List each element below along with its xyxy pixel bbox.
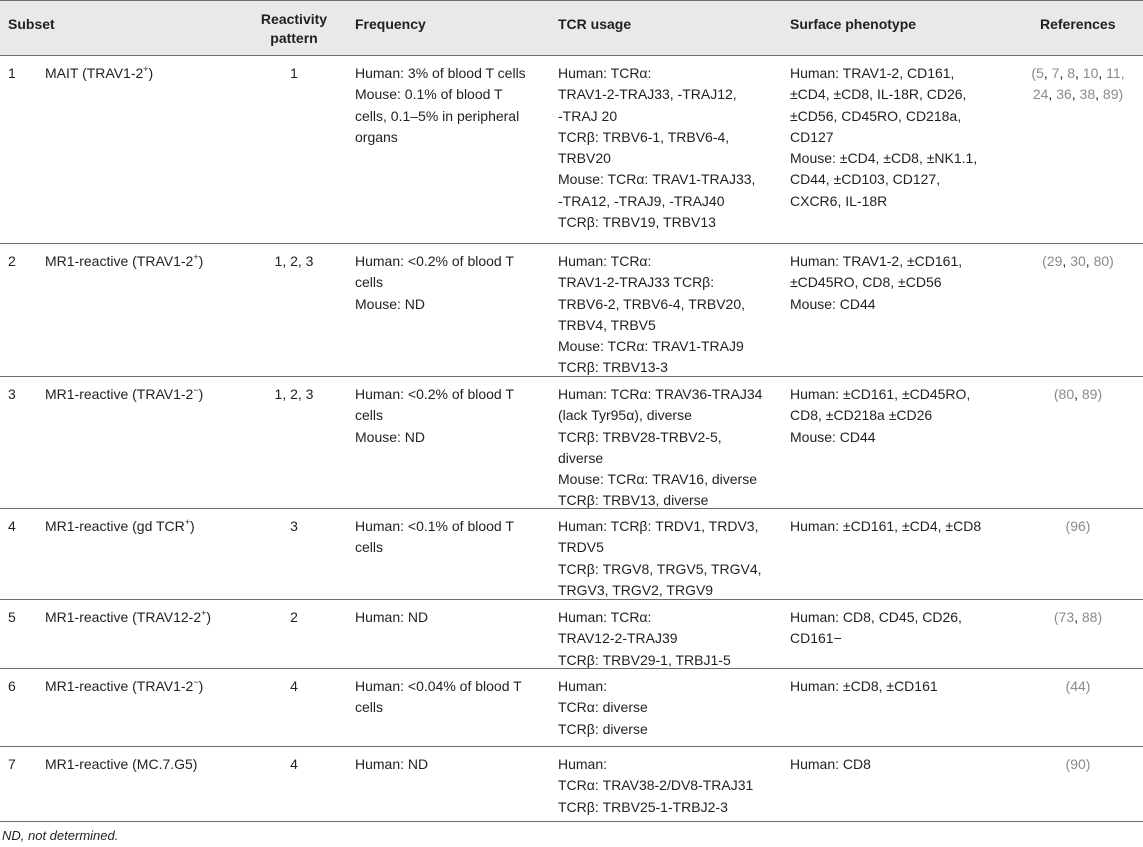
reactivity-pattern: 1, 2, 3 bbox=[274, 253, 314, 269]
references-line bbox=[1018, 676, 1138, 697]
tcr-usage-line: Human: TCRα: bbox=[558, 253, 652, 269]
frequency-line: cells bbox=[355, 699, 384, 716]
reference-link[interactable]: 10 bbox=[1082, 65, 1099, 81]
paren-close: ) bbox=[1118, 86, 1124, 103]
tcr-usage-line: TRDV5 bbox=[558, 539, 604, 556]
reference-link[interactable]: 38 bbox=[1079, 86, 1096, 103]
frequency-line: Human: <0.2% of blood T bbox=[355, 253, 514, 269]
reference-link[interactable]: 80 bbox=[1058, 386, 1075, 402]
surface-phenotype-cell bbox=[790, 676, 938, 697]
tcr-usage-line: TCRβ: TRBV6-1, TRBV6-4, bbox=[558, 128, 730, 145]
subset-name bbox=[45, 676, 203, 697]
surface-phenotype-line: ±CD45RO, CD8, ±CD56 bbox=[790, 274, 942, 291]
surface-phenotype-line: Human: ±CD8, ±CD161 bbox=[790, 678, 938, 694]
frequency-line: Human: ND bbox=[355, 756, 429, 772]
tcr-usage-line: TCRβ: diverse bbox=[558, 720, 648, 737]
frequency-line: Human: ND bbox=[355, 609, 429, 625]
paren-open: ( bbox=[1031, 65, 1037, 81]
tcr-usage-line: TCRβ: TRBV13-3 bbox=[558, 359, 668, 376]
references-line bbox=[1018, 63, 1138, 84]
frequency-cell bbox=[355, 516, 514, 559]
reference-link[interactable]: 8 bbox=[1067, 65, 1076, 81]
frequency-line: organs bbox=[355, 128, 398, 145]
surface-phenotype-line: Human: CD8, CD45, CD26, bbox=[790, 609, 962, 625]
reactivity-pattern: 3 bbox=[290, 518, 298, 534]
tcr-usage-line: TCRβ: TRBV28-TRBV2-5, bbox=[558, 428, 722, 445]
reference-link[interactable]: 96 bbox=[1070, 518, 1086, 534]
tcr-usage-line: Human: TCRβ: TRDV1, TRDV3, bbox=[558, 518, 759, 534]
reactivity-pattern: 1, 2, 3 bbox=[274, 386, 314, 402]
references-cell bbox=[1018, 676, 1138, 697]
paren-open: ( bbox=[1042, 253, 1047, 269]
references-line bbox=[1018, 607, 1138, 628]
surface-phenotype-line: Human: ±CD161, ±CD45RO, bbox=[790, 386, 971, 402]
header-subset: Subset bbox=[8, 16, 55, 32]
surface-phenotype-cell bbox=[790, 754, 871, 775]
tcr-usage-line: TRBV4, TRBV5 bbox=[558, 316, 656, 333]
tcr-usage-line: diverse bbox=[558, 449, 604, 466]
separator: , bbox=[1085, 253, 1094, 269]
surface-phenotype-line: CD127 bbox=[790, 128, 834, 145]
subset-tail: ) bbox=[198, 386, 204, 402]
references-line bbox=[1018, 251, 1138, 272]
subset-name bbox=[45, 607, 211, 628]
references-line bbox=[1018, 516, 1138, 537]
reference-link[interactable]: 89 bbox=[1081, 386, 1098, 402]
header-reactivity-line2: pattern bbox=[270, 30, 318, 46]
frequency-line: Human: <0.1% of blood T bbox=[355, 518, 514, 534]
tcr-usage-line: TCRβ: TRBV13, diverse bbox=[558, 492, 709, 509]
tcr-usage-line: Human: bbox=[558, 756, 608, 772]
separator: , bbox=[1048, 86, 1057, 103]
frequency-line: cells bbox=[355, 274, 384, 291]
frequency-line: Mouse: 0.1% of blood T bbox=[355, 86, 503, 103]
references-cell bbox=[1018, 754, 1138, 775]
reference-link[interactable]: 90 bbox=[1070, 756, 1086, 772]
tcr-usage-line: TCRα: diverse bbox=[558, 699, 648, 716]
paren-open: ( bbox=[1053, 386, 1059, 402]
surface-phenotype-cell bbox=[790, 63, 977, 212]
paren-open: ( bbox=[1065, 756, 1071, 772]
references-cell bbox=[1018, 251, 1138, 272]
header-reactivity bbox=[255, 10, 333, 48]
subset-text: MR1-reactive (TRAV1-2 bbox=[45, 678, 194, 694]
frequency-line: cells, 0.1–5% in peripheral bbox=[355, 107, 520, 124]
surface-phenotype-line: Human: TRAV1-2, CD161, bbox=[790, 65, 955, 81]
tcr-usage-line: TCRβ: TRBV25-1-TRBJ2-3 bbox=[558, 798, 728, 815]
row-number: 6 bbox=[8, 678, 16, 694]
surface-phenotype-cell bbox=[790, 516, 981, 537]
table-row bbox=[0, 747, 1143, 822]
reference-link[interactable]: 30 bbox=[1070, 253, 1086, 269]
subset-text: MR1-reactive (MC.7.G5) bbox=[45, 756, 198, 772]
subset-text: MR1-reactive (TRAV12-2 bbox=[45, 609, 202, 625]
subset-superscript: + bbox=[184, 517, 191, 527]
paren-close: ) bbox=[1097, 609, 1103, 625]
reference-link[interactable]: 7 bbox=[1051, 65, 1060, 81]
table-row bbox=[0, 509, 1143, 600]
subset-name bbox=[45, 754, 197, 775]
separator: , bbox=[1071, 86, 1080, 103]
paren-close: ) bbox=[1085, 756, 1091, 772]
references-cell bbox=[1018, 607, 1138, 628]
header-references: References bbox=[1040, 16, 1116, 32]
surface-phenotype-cell bbox=[790, 384, 970, 448]
tcr-usage-line: TRBV20 bbox=[558, 150, 611, 167]
frequency-line: Mouse: ND bbox=[355, 295, 426, 312]
frequency-cell bbox=[355, 251, 514, 315]
table-row bbox=[0, 56, 1143, 244]
tcr-usage-line: Human: bbox=[558, 678, 608, 694]
subset-name bbox=[45, 251, 203, 272]
paren-close: ) bbox=[1085, 678, 1091, 694]
subset-text: MR1-reactive (gd TCR bbox=[45, 518, 185, 534]
header-frequency: Frequency bbox=[355, 16, 426, 32]
surface-phenotype-line: Mouse: CD44 bbox=[790, 295, 876, 312]
surface-phenotype-line: Mouse: ±CD4, ±CD8, ±NK1.1, bbox=[790, 150, 978, 167]
subset-name bbox=[45, 63, 153, 84]
tcr-usage-cell bbox=[558, 384, 762, 512]
subset-tail: ) bbox=[198, 678, 204, 694]
tcr-usage-cell bbox=[558, 607, 731, 671]
table-row bbox=[0, 600, 1143, 669]
header-surface-phenotype: Surface phenotype bbox=[790, 16, 917, 32]
reference-link[interactable]: 73 bbox=[1058, 609, 1075, 625]
table-row bbox=[0, 377, 1143, 509]
references-cell bbox=[1018, 384, 1138, 405]
subset-tail: ) bbox=[198, 253, 204, 269]
reference-link[interactable]: 44 bbox=[1070, 678, 1086, 694]
frequency-cell bbox=[355, 754, 428, 775]
subset-name bbox=[45, 516, 195, 537]
surface-phenotype-line: Human: CD8 bbox=[790, 756, 871, 772]
reference-link[interactable]: 88 bbox=[1081, 609, 1098, 625]
frequency-cell bbox=[355, 607, 428, 628]
footnote: ND, not determined. bbox=[2, 828, 119, 843]
frequency-line: cells bbox=[355, 539, 384, 556]
frequency-cell bbox=[355, 676, 522, 719]
tcr-usage-line: TRBV6-2, TRBV6-4, TRBV20, bbox=[558, 295, 745, 312]
surface-phenotype-line: CD44, ±CD103, CD127, bbox=[790, 171, 941, 188]
separator: , bbox=[1062, 253, 1071, 269]
tcr-usage-line: Human: TCRα: bbox=[558, 609, 652, 625]
tcr-usage-line: TCRβ: TRGV8, TRGV5, TRGV4, bbox=[558, 560, 762, 577]
tcr-usage-line: Mouse: TCRα: TRAV1-TRAJ33, bbox=[558, 171, 756, 188]
table-row bbox=[0, 244, 1143, 377]
tcr-usage-line: Human: TCRα: TRAV36-TRAJ34 bbox=[558, 386, 763, 402]
paren-open: ( bbox=[1053, 609, 1059, 625]
row-number: 5 bbox=[8, 609, 16, 625]
separator: , bbox=[1074, 386, 1082, 402]
surface-phenotype-line: ±CD4, ±CD8, IL-18R, CD26, bbox=[790, 86, 967, 103]
references-cell bbox=[1018, 516, 1138, 537]
surface-phenotype-cell bbox=[790, 251, 962, 315]
separator: , bbox=[1075, 65, 1083, 81]
tcr-usage-line: TCRβ: TRBV29-1, TRBJ1-5 bbox=[558, 651, 731, 668]
paren-close: ) bbox=[1109, 253, 1114, 269]
paren-close: ) bbox=[1097, 386, 1103, 402]
subset-superscript: + bbox=[143, 64, 149, 74]
reference-link[interactable]: 89 bbox=[1102, 86, 1119, 103]
reactivity-pattern: 1 bbox=[290, 65, 298, 81]
separator: , bbox=[1098, 65, 1107, 81]
tcr-usage-line: TCRβ: TRBV19, TRBV13 bbox=[558, 214, 716, 231]
tcr-usage-line: TRAV1-2-TRAJ33 TCRβ: bbox=[558, 274, 715, 291]
frequency-line: Human: 3% of blood T cells bbox=[355, 65, 526, 81]
reactivity-pattern: 4 bbox=[290, 678, 298, 694]
tcr-usage-line: TCRα: TRAV38-2/DV8-TRAJ31 bbox=[558, 777, 754, 794]
tcr-usage-line: -TRA12, -TRAJ9, -TRAJ40 bbox=[558, 192, 725, 209]
tcr-usage-cell bbox=[558, 63, 755, 233]
row-number: 1 bbox=[8, 65, 16, 81]
surface-phenotype-line: CXCR6, IL-18R bbox=[790, 192, 888, 209]
references-line bbox=[1018, 754, 1138, 775]
header-reactivity-line1: Reactivity bbox=[260, 11, 328, 27]
frequency-line: Human: <0.2% of blood T bbox=[355, 386, 514, 402]
subset-tail: ) bbox=[190, 518, 195, 534]
reference-link[interactable]: 80 bbox=[1093, 253, 1110, 269]
row-number: 7 bbox=[8, 756, 16, 772]
separator: , bbox=[1095, 86, 1103, 103]
subset-superscript: + bbox=[201, 608, 207, 618]
subset-tail: ) bbox=[148, 65, 154, 81]
row-number: 4 bbox=[8, 518, 16, 534]
reference-link[interactable]: 5 bbox=[1036, 65, 1044, 81]
subset-text: MR1-reactive (TRAV1-2 bbox=[45, 253, 194, 269]
frequency-cell bbox=[355, 63, 526, 148]
header-tcr-usage: TCR usage bbox=[558, 16, 632, 32]
paren-open: ( bbox=[1065, 518, 1071, 534]
frequency-line: Mouse: ND bbox=[355, 428, 426, 445]
separator: , bbox=[1043, 65, 1052, 81]
reference-link[interactable]: 36 bbox=[1056, 86, 1072, 103]
tcr-usage-line: Mouse: TCRα: TRAV1-TRAJ9 bbox=[558, 338, 744, 355]
reference-link[interactable]: 29 bbox=[1046, 253, 1063, 269]
references-line bbox=[1018, 84, 1138, 105]
surface-phenotype-line: CD8, ±CD218a ±CD26 bbox=[790, 407, 933, 424]
surface-phenotype-line: Mouse: CD44 bbox=[790, 428, 876, 445]
tcr-usage-line: TRGV3, TRGV2, TRGV9 bbox=[558, 581, 714, 598]
surface-phenotype-line: ±CD56, CD45RO, CD218a, bbox=[790, 107, 962, 124]
paren-open: ( bbox=[1065, 678, 1071, 694]
surface-phenotype-cell bbox=[790, 607, 962, 650]
tcr-usage-cell bbox=[558, 754, 753, 818]
tcr-usage-line: Human: TCRα: bbox=[558, 65, 652, 81]
row-number: 2 bbox=[8, 253, 16, 269]
subset-tail: ) bbox=[206, 609, 212, 625]
tcr-usage-line: TRAV1-2-TRAJ33, -TRAJ12, bbox=[558, 86, 737, 103]
subset-superscript: − bbox=[193, 385, 199, 395]
tcr-usage-line: TRAV12-2-TRAJ39 bbox=[558, 630, 678, 647]
tcr-usage-cell bbox=[558, 516, 762, 601]
surface-phenotype-line: Human: TRAV1-2, ±CD161, bbox=[790, 253, 963, 269]
tcr-usage-cell bbox=[558, 251, 745, 379]
subset-name bbox=[45, 384, 203, 405]
subset-superscript: − bbox=[193, 677, 199, 687]
subset-superscript: + bbox=[193, 252, 199, 262]
tcr-usage-line: Mouse: TCRα: TRAV16, diverse bbox=[558, 471, 757, 488]
frequency-line: Human: <0.04% of blood T bbox=[355, 678, 522, 694]
tcr-usage-line: (lack Tyr95α), diverse bbox=[558, 407, 692, 424]
reference-link[interactable]: 24 bbox=[1032, 86, 1049, 103]
frequency-line: cells bbox=[355, 407, 384, 424]
references-cell bbox=[1018, 63, 1138, 106]
separator: , bbox=[1059, 65, 1068, 81]
frequency-cell bbox=[355, 384, 514, 448]
reactivity-pattern: 4 bbox=[290, 756, 298, 772]
tcr-usage-line: -TRAJ 20 bbox=[558, 107, 618, 124]
subset-text: MAIT (TRAV1-2 bbox=[45, 65, 144, 81]
table-row bbox=[0, 669, 1143, 747]
surface-phenotype-line: CD161− bbox=[790, 630, 842, 647]
row-number: 3 bbox=[8, 386, 16, 402]
separator: , bbox=[1074, 609, 1082, 625]
reactivity-pattern: 2 bbox=[290, 609, 298, 625]
paren-close: ) bbox=[1085, 518, 1091, 534]
tcr-usage-cell bbox=[558, 676, 648, 740]
table-header bbox=[0, 0, 1143, 56]
reference-link[interactable]: 11, bbox=[1106, 65, 1125, 81]
references-line bbox=[1018, 384, 1138, 405]
subset-text: MR1-reactive (TRAV1-2 bbox=[45, 386, 194, 402]
surface-phenotype-line: Human: ±CD161, ±CD4, ±CD8 bbox=[790, 518, 982, 534]
